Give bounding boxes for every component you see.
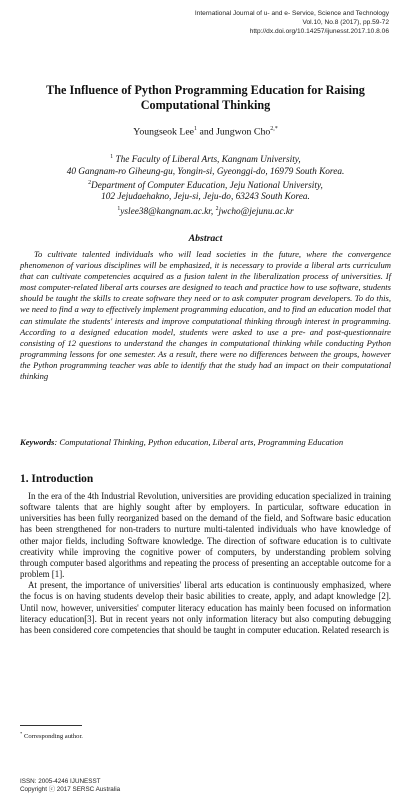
affiliation-2-mark: 2 — [88, 179, 91, 186]
introduction-paragraph-2: At present, the importance of universities' liberal arts education is continuously emphasized, where the focus is on having students develop their basic abilities to create, apply, and adapt knowledge [2]. Until now, however, universities' computer literacy education has mainly been focused on information literacy education[3]. But in recent years not only information literacy but also computing debugging has been considered core competencies that should be taught in computer education. Related research is — [20, 580, 391, 635]
author-1: Youngseok Lee — [133, 126, 195, 138]
page-footer — [20, 778, 120, 795]
journal-name: International Journal of u- and e- Service, Science and Technology — [194, 10, 389, 17]
author-line — [20, 126, 391, 137]
introduction-paragraph-1: In the era of the 4th Industrial Revolution, universities are providing education specialized in training software talents that are highly sought after by employers. In particular, software education in universities has been fully reorganized based on the demand of the field, and Software basic education has been strengthened for non-traders to nurture multi-talented individuals who have knowledge of other major fields, including Software knowledge. The direction of software education is to cultivate creativity while improving the cognitive power of computers, by understanding problem solving through computer based algorithms and repeating the process of presenting an acceptable outcome for a problem [1]. — [20, 491, 391, 580]
journal-header — [49, 10, 389, 36]
affiliation-1-name: The Faculty of Liberal Arts, Kangnam University, — [113, 155, 301, 166]
affiliation-1-address: 40 Gangnam-ro Giheung-gu, Yongin-si, Gyeonggi-do, 16979 South Korea. — [66, 166, 345, 177]
footer-issn: ISSN: 2005-4246 IJUNESST — [20, 778, 101, 785]
email-2-mark: 2 — [215, 205, 219, 212]
paper-title-line-2: Computational Thinking — [140, 98, 271, 112]
affiliations — [20, 152, 391, 218]
keywords — [20, 437, 391, 448]
journal-volume: Vol.10, No.8 (2017), pp.59-72 — [302, 18, 389, 26]
abstract-text: To cultivate talented individuals who will lead societies in the future, where the convergence phenomenon of various disciplines will be emphasized, it is necessary to provide a liberal arts curriculum that can cultivate competencies acquired as a fusion talent in the liberalization process of universities. If most computer-related liberal arts courses are designed to teach and practice how to use software, students should be taught the skills to create software they need or to ask computer program developers. To do this, we need to find a way to effectively implement programming education, and to find an education model that can stimulate the students' interests and improve computational thinking through interest in programming. According to a designed education model, students were asked to use a pre- and post-questionnaire consisting of 12 questions to understand the changes in computational thinking while conducting Python programming lessons for one semester. As a result, there were no differences between the groups, however the Python programming teacher was able to identify that the study had an impact on their computational thinking — [20, 249, 391, 382]
affiliation-1-mark: 1 — [110, 154, 114, 160]
footnote-text: Corresponding author. — [23, 733, 83, 741]
email-2: jwcho@jejunu.ac.kr — [218, 206, 294, 217]
affiliation-2-address: 102 Jejudaehakno, Jeju-si, Jeju-do, 63243 South Korea. — [101, 192, 310, 203]
section-heading-introduction: 1. Introduction — [20, 473, 94, 485]
keywords-label: Keywords — [20, 437, 55, 447]
author-2-affiliation-mark: 2,* — [270, 126, 278, 132]
abstract-heading: Abstract — [188, 233, 223, 244]
paper-title — [20, 83, 391, 113]
introduction-body — [20, 491, 391, 636]
email-1-mark: 1 — [117, 205, 121, 212]
author-connector: and — [197, 126, 217, 138]
author-emails — [20, 204, 391, 219]
affiliation-2-line-1 — [20, 178, 391, 193]
footnote-divider — [20, 725, 82, 726]
affiliation-1-line-1 — [20, 152, 391, 167]
footer-copyright: Copyright ⓒ 2017 SERSC Australia — [20, 786, 121, 794]
email-1: yslee38@kangnam.ac.kr, — [120, 206, 214, 217]
paper-title-line-1: The Influence of Python Programming Education for Raising — [46, 83, 365, 97]
footnote — [20, 731, 83, 740]
author-2: Jungwon Cho — [216, 126, 271, 138]
keywords-text: : Computational Thinking, Python education, Liberal arts, Programming Education — [54, 437, 344, 447]
footnote-mark: * — [20, 731, 23, 736]
journal-doi: http://dx.doi.org/10.14257/ijunesst.2017.10.8.06 — [249, 27, 389, 35]
affiliation-2-name: Department of Computer Education, Jeju National University, — [91, 181, 323, 191]
author-1-affiliation-mark: 1 — [194, 126, 198, 132]
